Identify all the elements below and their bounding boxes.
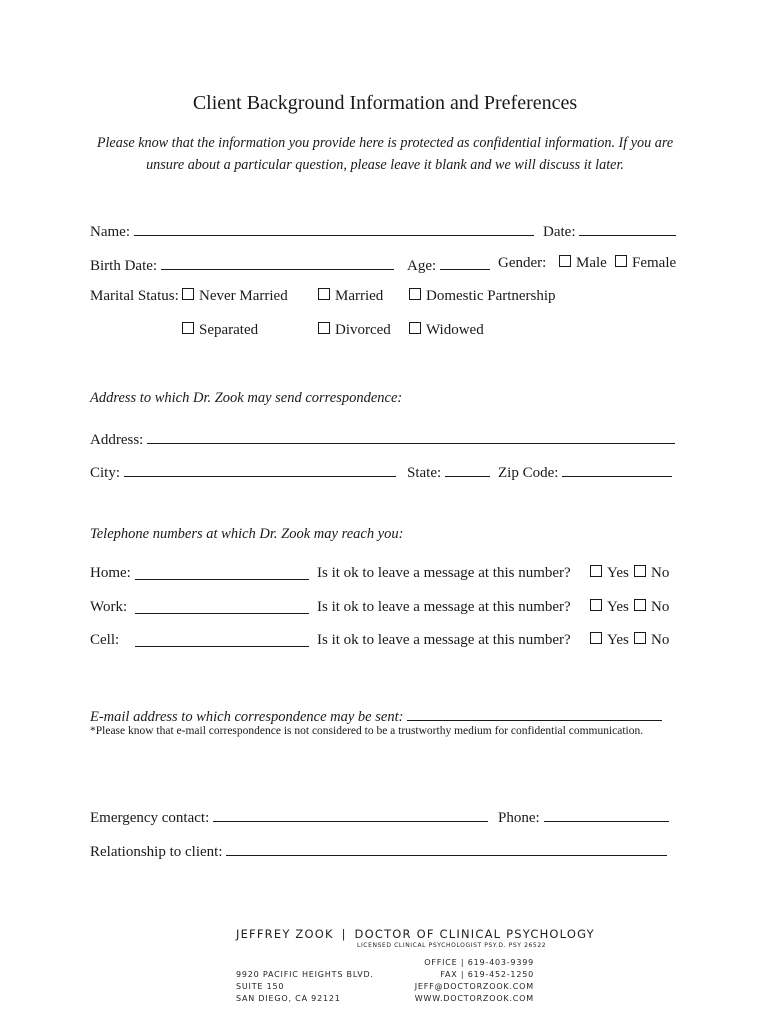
date-label: Date: [543, 224, 576, 240]
city-row [90, 462, 396, 482]
footer-address-line2: SUITE 150 [236, 982, 285, 991]
footer-address [236, 969, 374, 1005]
checkbox[interactable] [318, 288, 330, 300]
zip-row [498, 462, 672, 482]
work-phone-field-wrap [131, 599, 309, 619]
checkbox[interactable] [559, 255, 571, 267]
checkbox[interactable] [615, 255, 627, 267]
cell-phone-field[interactable] [135, 632, 309, 647]
footer-license: LICENSED CLINICAL PSYCHOLOGIST PSY.D. PSY 26522 [357, 942, 547, 949]
cell-phone-label: Cell: [90, 632, 120, 648]
emergency-contact-field[interactable] [213, 807, 488, 822]
city-field[interactable] [124, 462, 396, 477]
home-message-yes[interactable]: Yes [590, 565, 629, 582]
address-row [90, 429, 675, 449]
address-heading: Address to which Dr. Zook may send correspondence: [90, 390, 403, 406]
marital-divorced-option[interactable]: Divorced [318, 322, 391, 339]
checkbox[interactable] [634, 632, 646, 644]
age-row [407, 255, 490, 275]
state-field[interactable] [445, 462, 490, 477]
date-row [543, 221, 676, 241]
email-label: E-mail address to which correspondence may be sent: [90, 709, 404, 725]
marital-married-option[interactable]: Married [318, 288, 383, 305]
relationship-row [90, 841, 667, 861]
footer-separator: | [341, 927, 347, 941]
intro-text: Please know that the information you provide here is protected as confidential information. If you are unsure about a particular question, please leave it blank and we will discuss it later. [96, 135, 674, 173]
marital-domestic-partnership-option[interactable]: Domestic Partnership [409, 288, 556, 305]
emergency-phone-label: Phone: [498, 810, 540, 826]
birth-date-field[interactable] [161, 255, 394, 270]
checkbox[interactable] [409, 322, 421, 334]
email-field[interactable] [407, 706, 662, 721]
name-label: Name: [90, 224, 130, 240]
footer-name: JEFFREY ZOOK [236, 927, 334, 941]
checkbox[interactable] [182, 288, 194, 300]
emergency-contact-row [90, 807, 488, 827]
home-message-question: Is it ok to leave a message at this number? [317, 565, 571, 581]
state-label: State: [407, 465, 442, 481]
zip-label: Zip Code: [498, 465, 559, 481]
relationship-field[interactable] [226, 841, 667, 856]
state-row [407, 462, 490, 482]
marital-status-label: Marital Status: [90, 288, 179, 304]
age-label: Age: [407, 258, 437, 274]
footer-address-line1: 9920 PACIFIC HEIGHTS BLVD. [236, 970, 374, 979]
checkbox[interactable] [634, 565, 646, 577]
relationship-label: Relationship to client: [90, 844, 223, 860]
date-field[interactable] [579, 221, 676, 236]
work-message-yes[interactable]: Yes [590, 599, 629, 616]
checkbox[interactable] [409, 288, 421, 300]
footer-email[interactable]: JEFF@DOCTORZOOK.COM [414, 982, 534, 991]
phone-heading: Telephone numbers at which Dr. Zook may reach you: [90, 526, 404, 542]
cell-message-yes[interactable]: Yes [590, 632, 629, 649]
gender-male-option[interactable]: Male [559, 255, 607, 272]
checkbox[interactable] [590, 632, 602, 644]
zip-field[interactable] [562, 462, 672, 477]
footer-website[interactable]: WWW.DOCTORZOOK.COM [414, 994, 534, 1003]
marital-never-married-option[interactable]: Never Married [182, 288, 288, 305]
cell-message-no[interactable]: No [634, 632, 669, 649]
checkbox[interactable] [182, 322, 194, 334]
home-phone-field-wrap [131, 565, 309, 585]
email-row [90, 706, 662, 726]
checkbox[interactable] [318, 322, 330, 334]
home-phone-label: Home: [90, 565, 131, 581]
marital-widowed-option[interactable]: Widowed [409, 322, 484, 339]
birth-date-row [90, 255, 394, 275]
emergency-phone-row [498, 807, 669, 827]
checkbox[interactable] [590, 599, 602, 611]
work-phone-label: Work: [90, 599, 128, 615]
cell-message-question: Is it ok to leave a message at this number? [317, 632, 571, 648]
address-field[interactable] [147, 429, 675, 444]
emergency-phone-field[interactable] [544, 807, 669, 822]
checkbox[interactable] [590, 565, 602, 577]
gender-row [498, 255, 546, 272]
gender-female-option[interactable]: Female [615, 255, 676, 272]
birth-date-label: Birth Date: [90, 258, 158, 274]
home-phone-field[interactable] [135, 565, 309, 580]
page-title: Client Background Information and Preferences [192, 92, 578, 114]
name-row [90, 221, 534, 241]
emergency-contact-label: Emergency contact: [90, 810, 210, 826]
email-note: *Please know that e-mail correspondence is not considered to be a trustworthy medium for confidential communication. [90, 725, 644, 737]
footer-office: OFFICE | 619-403-9399 [424, 958, 534, 967]
home-message-no[interactable]: No [634, 565, 669, 582]
footer-address-line3: SAN DIEGO, CA 92121 [236, 994, 341, 1003]
city-label: City: [90, 465, 121, 481]
footer-contact [400, 957, 534, 1005]
footer-heading [236, 927, 595, 941]
marital-separated-option[interactable]: Separated [182, 322, 258, 339]
name-field[interactable] [134, 221, 534, 236]
work-message-no[interactable]: No [634, 599, 669, 616]
footer-title: DOCTOR OF CLINICAL PSYCHOLOGY [354, 927, 595, 941]
work-message-question: Is it ok to leave a message at this number? [317, 599, 571, 615]
cell-phone-field-wrap [131, 632, 309, 652]
age-field[interactable] [440, 255, 490, 270]
address-label: Address: [90, 432, 144, 448]
work-phone-field[interactable] [135, 599, 309, 614]
footer-fax: FAX | 619-452-1250 [440, 970, 534, 979]
checkbox[interactable] [634, 599, 646, 611]
gender-label: Gender: [498, 255, 547, 271]
